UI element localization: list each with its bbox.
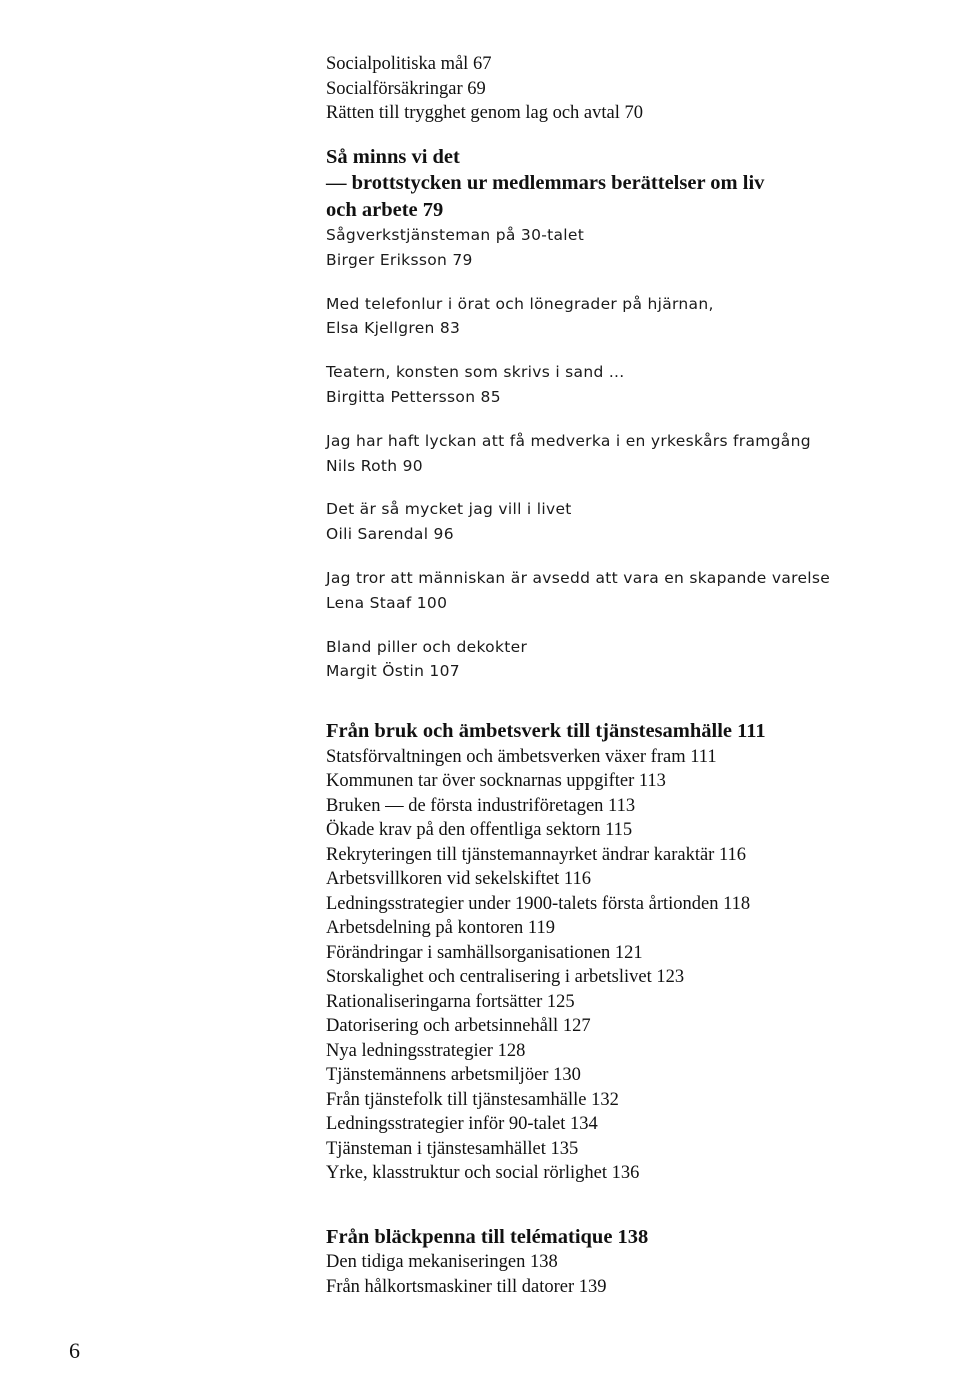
toc-entry: Storskalighet och centralisering i arbetslivet 123 [326,967,685,988]
essay-entry [326,566,926,616]
toc-entry: Kommunen tar över socknarnas uppgifter 113 [326,771,666,792]
essay-entry [326,223,926,273]
page-number: 6 [69,1338,80,1363]
toc-entry: Yrke, klasstruktur och social rörlighet 136 [326,1163,640,1184]
essay-entry [326,292,926,342]
essay-author: Nils Roth 90 [326,456,423,475]
essay-title: Sågverkstjänsteman på 30-talet [326,226,585,244]
essay-author: Birger Eriksson 79 [326,250,473,269]
essay-entry [326,497,926,547]
essay-title: Bland piller och dekokter [326,637,528,656]
essay-title: Det är så mycket jag vill i livet [326,500,572,519]
toc-entry: Bruken — de första industriföretagen 113 [326,795,636,816]
toc-entry: Rationaliseringarna fortsätter 125 [326,991,575,1012]
essay-title: Teatern, konsten som skrivs i sand ... [326,363,625,382]
toc-entry: Nya ledningsstrategier 128 [326,1040,526,1061]
essay-author: Birgitta Pettersson 85 [326,387,501,406]
toc-entry: Ledningsstrategier under 1900-talets första årtionden 118 [326,893,751,914]
toc-entry: Arbetsvillkoren vid sekelskiftet 116 [326,869,591,890]
essay-author: Oili Sarendal 96 [326,525,454,544]
toc-entry: Rätten till trygghet genom lag och avtal 70 [326,103,643,123]
table-of-contents [326,52,926,1299]
essay-author: Lena Staaf 100 [326,593,448,612]
toc-entry: Ledningsstrategier inför 90-talet 134 [326,1114,598,1135]
toc-entry: Tjänstemännens arbetsmiljöer 130 [326,1065,581,1086]
toc-entry: Arbetsdelning på kontoren 119 [326,918,555,939]
toc-entry: Förändringar i samhällsorganisationen 121 [326,942,643,963]
section-heading: Från bruk och ämbetsverk till tjänstesamhälle 111 [326,720,766,743]
toc-entry: Socialförsäkringar 69 [326,78,486,99]
essay-author: Margit Östin 107 [326,662,460,681]
toc-entry: Statsförvaltningen och ämbetsverken växer fram 111 [326,746,717,767]
toc-entry: Ökade krav på den offentliga sektorn 115 [326,820,633,841]
toc-entry: Från hålkortsmaskiner till datorer 139 [326,1276,607,1297]
essay-entry [326,429,926,479]
toc-entry: Datorisering och arbetsinnehåll 127 [326,1016,591,1037]
section-heading-continued: och arbete 79 [326,198,444,221]
toc-entry: Tjänsteman i tjänstesamhället 135 [326,1138,579,1159]
section-heading: Från bläckpenna till telématique 138 [326,1225,649,1248]
essay-author: Elsa Kjellgren 83 [326,319,461,338]
essay-title: Jag har haft lyckan att få medverka i en yrkeskårs framgång [326,431,811,450]
essay-entry [326,360,926,410]
essay-entry [326,635,926,685]
section-heading-continued: — brottstycken ur medlemmars berättelser om liv [326,172,765,194]
toc-entry: Rekryteringen till tjänstemannayrket ändrar karaktär 116 [326,844,747,865]
essay-title: Jag tror att människan är avsedd att vara en skapande varelse [326,568,831,587]
section-heading: Så minns vi det [326,145,460,168]
essay-title: Med telefonlur i örat och lönegrader på hjärnan, [326,294,714,313]
toc-entry: Socialpolitiska mål 67 [326,54,492,74]
toc-entry: Från tjänstefolk till tjänstesamhälle 132 [326,1089,619,1110]
toc-entry: Den tidiga mekaniseringen 138 [326,1252,558,1273]
